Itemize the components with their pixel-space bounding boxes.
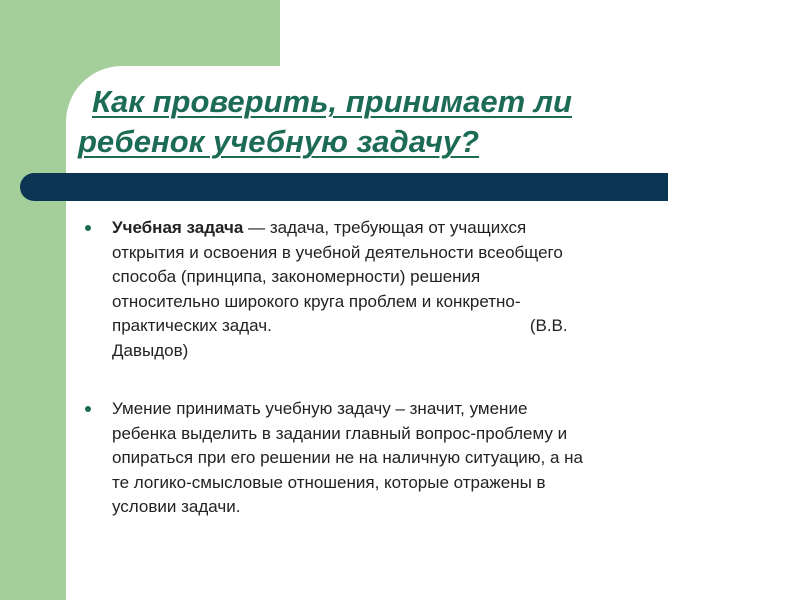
title-underline-bar (20, 173, 668, 201)
bullet-item-skill (78, 397, 718, 520)
bullet-item-definition (78, 216, 718, 363)
bullet-dot-icon (85, 225, 91, 231)
title-line-2: ребенок учебную задачу? (78, 124, 480, 159)
title-line-1: Как проверить, принимает ли (92, 84, 572, 119)
citation-part-1: (В.В. (529, 316, 568, 335)
definition-term: Учебная задача (112, 218, 244, 237)
definition-line-2: открытия и освоения в учебной деятельности всеобщего (112, 242, 563, 262)
bullet-dot-icon (85, 406, 91, 412)
definition-line-3: способа (принципа, закономерности) решения (112, 267, 481, 286)
definition-line-5: практических задач. (112, 316, 272, 335)
definition-line-1: — задача, требующая от учащихся (243, 218, 527, 237)
skill-line-5: условии задачи. (112, 497, 241, 516)
skill-line-1: Умение принимать учебную задачу – значит, умение (112, 399, 528, 418)
slide-title (78, 82, 718, 162)
skill-line-3: опираться при его решении не на наличную ситуацию, а на (112, 448, 584, 467)
citation-part-2: Давыдов) (112, 340, 189, 360)
skill-line-2: ребенка выделить в задании главный вопрос-проблему и (112, 423, 568, 443)
skill-line-4: те логико-смысловые отношения, которые отражены в (112, 472, 546, 492)
definition-line-4: относительно широкого круга проблем и конкретно- (112, 291, 521, 311)
bullet-list (78, 216, 718, 520)
